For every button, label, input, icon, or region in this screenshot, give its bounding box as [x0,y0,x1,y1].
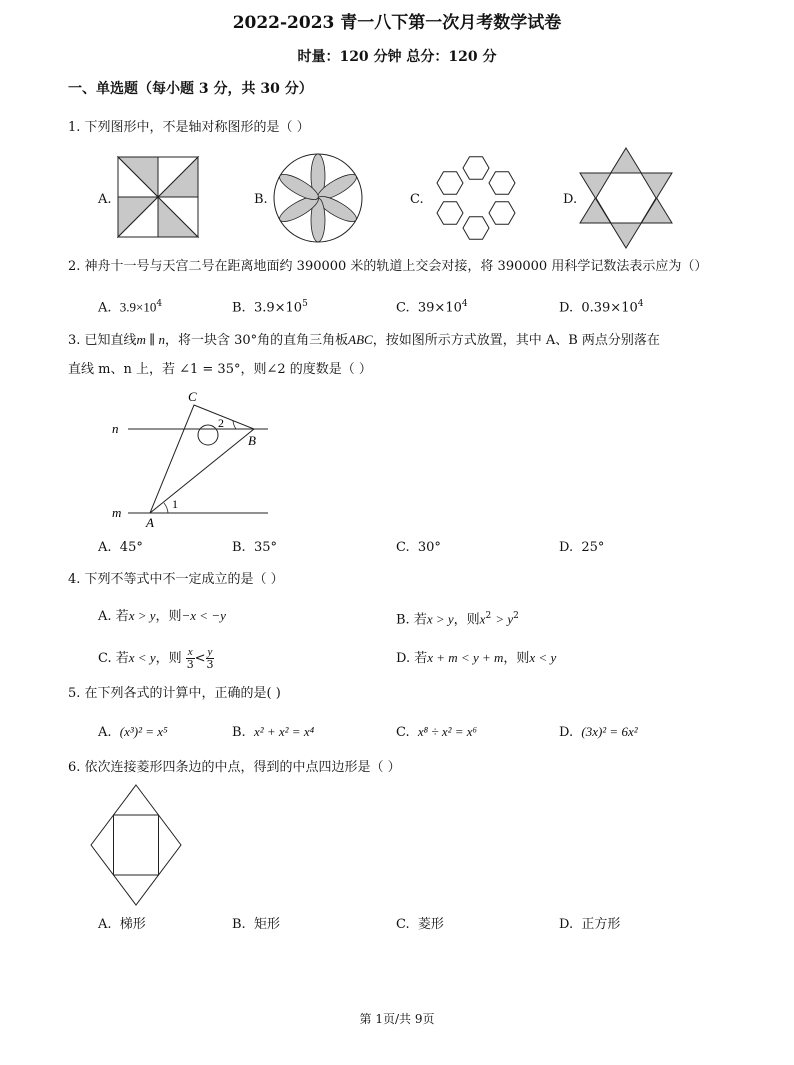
q3-option-a: A. 45° [98,540,143,555]
hexagon-shape [463,157,489,180]
question-3-stem-line2: 直线 m、n 上，若 ∠1 = 35°，则∠2 的度数是（ ） [68,362,372,377]
flower-circle-figure [272,152,364,244]
hexagon-shape [463,217,489,240]
angle-2-label: 2 [218,416,224,430]
q5-option-b: B. x² + x² = x⁴ [232,724,315,740]
q2-option-a: A. $3.9\times 10^4$ [98,299,163,316]
q1-option-d-label: D. [563,192,578,207]
rhombus-midpoint-figure [90,784,182,906]
pinwheel-figure [118,157,198,237]
question-5-stem: 5. 在下列各式的计算中，正确的是( ) [68,686,281,701]
q3-option-d: D. 25° [559,540,605,555]
q4-option-b: B. 若x > y，则$x^2 > y^2$ [396,611,519,628]
q6-option-b: B. 矩形 [232,917,280,932]
q2-option-c: C. $39\times 10^4$ [396,299,468,316]
q4-option-d: D. 若x + m < y + m，则x < y [396,650,557,666]
hexagon-shape [489,172,515,195]
q4-option-c: C. 若x < y，则 $\frac{x}{3}$ < $\frac{y}{3}$ [98,646,214,671]
triangle-parallel-lines-figure [108,385,288,530]
q6-option-a: A. 梯形 [98,917,146,932]
label-b: B [248,433,256,448]
hexagon-ring-figure [428,152,524,244]
q2-option-d: D. $0.39\times 10^4$ [559,299,644,316]
label-m: m [112,505,122,520]
question-6-stem: 6. 依次连接菱形四条边的中点，得到的中点四边形是（ ） [68,760,401,775]
q6-option-d: D. 正方形 [559,917,621,932]
question-3-stem-line1: 3. 已知直线m ∥ n，将一块含 30°角的直角三角板ABC，按如图所示方式放置，其中 A、B 两点分别落在 [68,332,660,348]
question-1-stem: 1. 下列图形中，不是轴对称图形的是（ ） [68,120,310,135]
q1-option-c-label: C. [410,192,424,207]
q5-option-a: A. (x³)² = x⁵ [98,724,168,740]
angle-1-label: 1 [172,497,178,511]
q1-option-a-label: A. [98,192,112,207]
star-of-david-figure [580,148,672,248]
q6-option-c: C. 菱形 [396,917,444,932]
hexagon-shape [437,202,463,225]
q3-option-c: C. 30° [396,540,441,555]
question-4-stem: 4. 下列不等式中不一定成立的是（ ） [68,572,284,587]
q4-option-a: A. 若x > y，则−x < −y [98,608,226,624]
label-a: A [146,515,154,530]
section-heading: 一、单选题（每小题 3 分，共 30 分） [68,81,313,97]
hexagon-shape [437,172,463,195]
page-title: 2022-2023 青一八下第一次月考数学试卷 [232,13,562,33]
q5-option-c: C. x⁸ ÷ x² = x⁶ [396,724,478,740]
q2-option-b: B. $3.9\times 10^5$ [232,299,308,316]
label-n: n [112,421,119,436]
exam-info: 时量：120 分钟 总分：120 分 [297,49,497,65]
question-2-stem: 2. 神舟十一号与天宫二号在距离地面约 390000 米的轨道上交会对接，将 390000 用科学记数法表示应为（） [68,259,708,274]
q3-option-b: B. 35° [232,540,277,555]
page-number: 第 1页/共 9页 [359,1012,435,1026]
q1-option-b-label: B. [254,192,268,207]
label-c: C [188,389,197,404]
q5-option-d: D. (3x)² = 6x² [559,724,638,740]
hexagon-shape [489,202,515,225]
